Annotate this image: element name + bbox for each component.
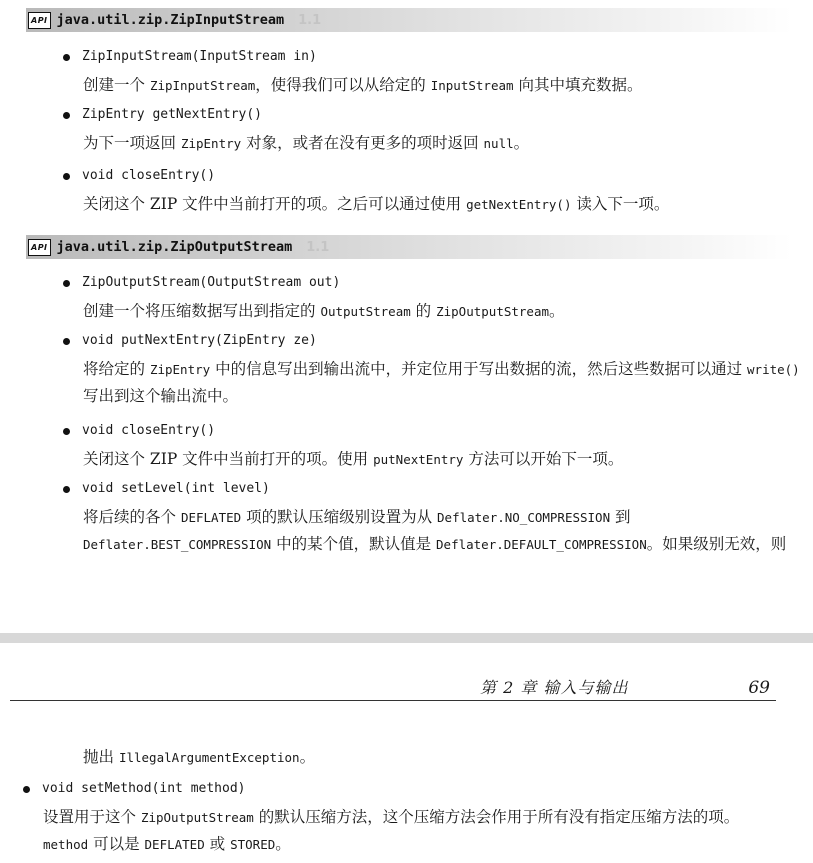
- method-signature: ZipInputStream(InputStream in): [63, 47, 803, 67]
- inline-code: ZipOutputStream: [436, 304, 549, 319]
- inline-code: DEFLATED: [144, 837, 205, 852]
- inline-code: InputStream: [430, 78, 514, 93]
- page-number: 69: [748, 678, 770, 698]
- api-entry: [63, 331, 803, 410]
- method-description: 将后续的各个 DEFLATED 项的默认压缩级别设置为从 Deflater.NO_COMPRESSION 到 Deflater.BEST_COMPRESSION 中的某个值，默认值是 Deflater.DEFAULT_COMPRESSION。如果级别无效，则: [83, 508, 787, 553]
- method-signature: void closeEntry(): [63, 166, 803, 186]
- inline-code: method: [43, 837, 89, 852]
- api-class-name: java.util.zip.ZipOutputStream: [56, 239, 293, 255]
- method-description: 设置用于这个 ZipOutputStream 的默认压缩方法，这个压缩方法会作用于所有没有指定压缩方法的项。method 可以是 DEFLATED 或 STORED。: [43, 808, 740, 853]
- api-header-zipoutputstream: [26, 235, 792, 259]
- inline-code: BEST_COMPRESSION: [150, 537, 272, 552]
- api-entry: [63, 105, 803, 157]
- inline-code: Deflater.: [83, 537, 151, 552]
- inline-code: null: [483, 136, 514, 151]
- bullet-icon: [63, 486, 70, 493]
- method-description: 关闭这个 ZIP 文件中当前打开的项。之后可以通过使用 getNextEntry() 读入下一项。: [83, 195, 670, 213]
- method-signature: void setLevel(int level): [63, 479, 803, 499]
- bullet-icon: [63, 112, 70, 119]
- api-badge: API: [28, 239, 51, 256]
- header-rule: [10, 700, 776, 701]
- running-head: [480, 675, 770, 698]
- method-description: 关闭这个 ZIP 文件中当前打开的项。使用 putNextEntry 方法可以开始下一项。: [83, 450, 624, 468]
- method-signature: ZipEntry getNextEntry(): [63, 105, 803, 125]
- bullet-icon: [63, 173, 70, 180]
- inline-code: ZipOutputStream: [140, 810, 254, 825]
- inline-code: OutputStream: [320, 304, 411, 319]
- api-entry: [63, 47, 803, 99]
- chapter-title: 第 2 章 输入与输出: [480, 678, 629, 697]
- inline-code: DEFLATED: [180, 510, 242, 525]
- inline-code: Deflater.DEFAULT_COMPRESSION: [436, 537, 647, 552]
- method-description: 将给定的 ZipEntry 中的信息写出到输出流中，并定位用于写出数据的流，然后这些数据可以通过 write() 写出到这个输出流中。: [83, 360, 800, 405]
- api-badge: API: [28, 12, 51, 29]
- api-version: 1.1: [298, 12, 322, 28]
- method-description: 抛出 IllegalArgumentException。: [83, 748, 316, 766]
- inline-code: getNextEntry(): [466, 197, 572, 212]
- api-header-zipinputstream: [26, 8, 792, 32]
- api-entry: [63, 479, 803, 558]
- method-signature: void putNextEntry(ZipEntry ze): [63, 331, 803, 351]
- inline-code: ZipInputStream: [149, 78, 256, 93]
- api-entry: [63, 166, 803, 218]
- api-entry: [23, 779, 763, 858]
- bullet-icon: [63, 280, 70, 287]
- bullet-icon: [63, 338, 70, 345]
- bullet-icon: [23, 786, 30, 793]
- page-separator: [0, 633, 813, 643]
- method-signature: ZipOutputStream(OutputStream out): [63, 273, 803, 293]
- method-signature: void closeEntry(): [63, 421, 803, 441]
- inline-code: write(): [747, 362, 800, 377]
- api-entry: [63, 273, 803, 325]
- bullet-icon: [63, 54, 70, 61]
- continuation-text: [83, 744, 813, 771]
- method-description: 创建一个 ZipInputStream，使得我们可以从给定的 InputStream 向其中填充数据。: [83, 76, 643, 94]
- api-class-name: java.util.zip.ZipInputStream: [56, 12, 285, 28]
- inline-code: putNextEntry: [373, 452, 464, 467]
- inline-code: ZipEntry: [149, 362, 211, 377]
- method-description: 创建一个将压缩数据写出到指定的 OutputStream 的 ZipOutputStream。: [83, 302, 565, 320]
- inline-code: ZipEntry: [180, 136, 242, 151]
- inline-code: IllegalArgumentException: [118, 750, 300, 765]
- method-signature: void setMethod(int method): [23, 779, 763, 799]
- inline-code: Deflater.NO_COMPRESSION: [437, 510, 611, 525]
- inline-code: STORED: [230, 837, 276, 852]
- bullet-icon: [63, 428, 70, 435]
- method-description: 为下一项返回 ZipEntry 对象，或者在没有更多的项时返回 null。: [83, 134, 530, 152]
- api-entry: [63, 421, 803, 473]
- api-version: 1.1: [306, 239, 330, 255]
